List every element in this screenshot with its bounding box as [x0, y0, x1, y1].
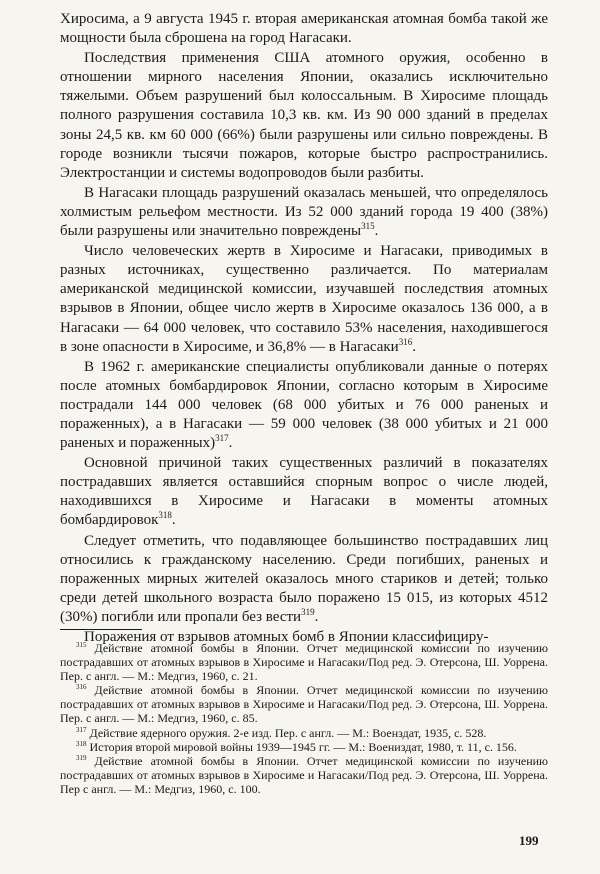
footnote-316	[60, 683, 548, 725]
footnote-317	[60, 726, 548, 740]
paragraph-1: Хиросима, а 9 августа 1945 г. вторая американская атомная бомба такой же мощности была сброшена на город Нагасаки.	[60, 11, 548, 47]
paragraph-2: Последствия применения США атомного оружия, особенно в отношении мирного населения Японии, оказались исключительно тяжелыми. Объем разрушений был колоссальным. В Хиросиме площадь полного разрушения составила 10,3 кв. км. Из 90 000 зданий в пределах зоны 24,5 кв. км 60 000 (66%) были разрушены или сильно повреждены. В городе возникли тысячи пожаров, которые быстро распространились. Электростанции и системы водопроводов были разбиты.	[60, 50, 548, 181]
footnote-ref-318[interactable]: 318	[158, 510, 172, 521]
footnote-number: 318	[76, 739, 87, 748]
footnote-ref-316[interactable]: 316	[398, 336, 413, 347]
footnote-divider	[60, 629, 142, 630]
footnotes	[60, 641, 548, 796]
paragraph-8: Поражения от взрывов атомных бомб в Японии классифициру-	[84, 629, 489, 645]
footnote-number: 317	[76, 725, 87, 734]
footnote-text: Действие атомной бомбы в Японии. Отчет медицинской комиссии по изучению пострадавших от атомных взрывов в Хиросиме и Нагасаки/Под ред. Э. Отерсона, Ш. Уоррена. Пер с англ. — М.: Медгиз, 1960, с. 100.	[60, 753, 549, 796]
page-number: 199	[519, 833, 539, 848]
paragraph-7: Следует отметить, что подавляющее большинство пострадавших лиц относились к гражданскому населению. Среди погибших, раненых и пораженных мирных жителей оказалось много стариков и детей; только среди детей школьного возраста было поражено 15 015, из которых 4512 (30%) погибли или пропали без вести$^{319}$.	[60, 532, 548, 625]
footnote-315	[60, 641, 548, 683]
paragraph-6: Основной причиной таких существенных различий в показателях пострадавших является оставшийся спорным вопрос о числе людей, находившихся в Хиросиме и Нагасаки в моменты атомных бомбардировок$^{318}$.	[60, 455, 548, 529]
footnote-ref-315[interactable]: 315	[361, 221, 375, 232]
footnote-number: 315	[76, 641, 87, 649]
paragraph-5: В 1962 г. американские специалисты опубликовали данные о потерях после атомных бомбардировок Японии, согласно которым в Хиросиме пострадали 144 000 человек (68 000 убитых и 76 000 раненых и пораженных), а в Нагасаки — 59 000 человек (38 000 убитых и 21 000 раненых и пораженных)$^{317}$.	[60, 358, 548, 452]
footnote-text: Действие ядерного оружия. 2-е изд. Пер. с англ. — М.: Военздат, 1935, с. 528.	[89, 725, 487, 740]
footnote-text: История второй мировой войны 1939—1945 гг. — М.: Воениздат, 1980, т. 11, с. 156.	[89, 739, 517, 754]
main-text	[60, 10, 548, 648]
paragraph-3: В Нагасаки площадь разрушений оказалась меньшей, что определялось холмистым рельефом местности. Из 52 000 зданий города 19 400 (38%) были разрушены или значительно повреждены$^{315}$.	[60, 184, 548, 240]
footnote-319	[60, 754, 548, 796]
footnote-number: 316	[76, 683, 87, 692]
footnote-318	[60, 740, 548, 754]
footnote-text: Действие атомной бомбы в Японии. Отчет медицинской комиссии по изучению пострадавших от атомных взрывов в Хиросиме и Нагасаки/Под ред. Э. Отерсона, Ш. Уоррена. Пер. с англ. — М.: Медгиз, 1960, с. 21.	[60, 641, 549, 684]
footnote-ref-317[interactable]: 317	[215, 433, 229, 444]
paragraph-4: Число человеческих жертв в Хиросиме и Нагасаки, приводимых в разных источниках, существенно различается. По материалам американской медицинской комиссии, изучавшей последствия атомных взрывов в Японии, общее число жертв в Хиросиме оказалось 136 000, а в Нагасаки — 64 000 человек, что составило 53% населения, находившегося в зоне опасности в Хиросиме, и 36,8% — в Нагасаки$^{316}$.	[60, 243, 548, 355]
footnote-number: 319	[76, 753, 87, 762]
footnote-ref-319[interactable]: 319	[301, 606, 315, 617]
footnote-text: Действие атомной бомбы в Японии. Отчет медицинской комиссии по изучению пострадавших от атомных взрывов в Хиросиме и Нагасаки/Под ред. Э. Отерсона, Ш. Уоррена. Пер. с англ. — М.: Медгиз, 1960, с. 85.	[60, 683, 549, 726]
